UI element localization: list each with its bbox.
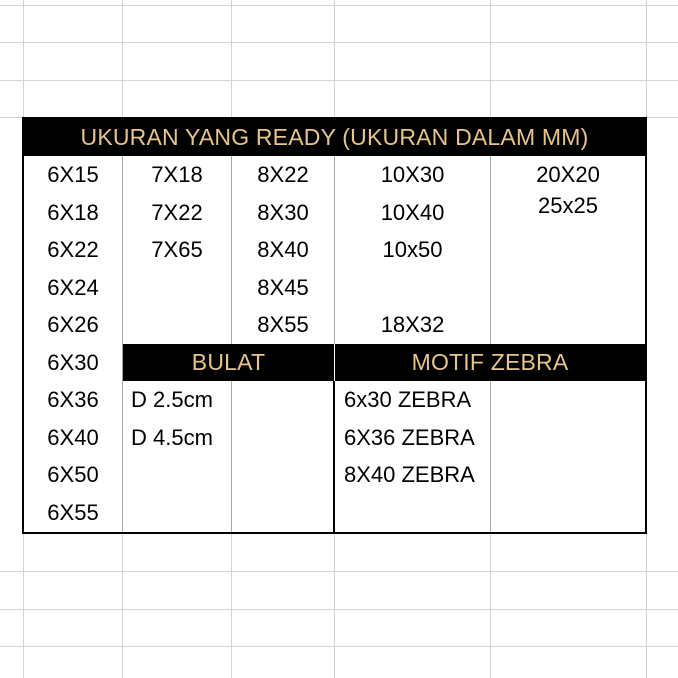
size-cell: 10x50 [382,237,443,262]
size-cell: 6X36 [47,387,99,412]
size-cell: 8X45 [257,274,309,300]
size-cell: 8X22 [257,162,309,187]
size-cell: 6X22 [47,237,99,262]
size-cell: 6X18 [47,199,99,225]
size-cell: 7X18 [151,162,203,187]
size-cell: 7X65 [151,237,203,262]
size-cell: 6X50 [47,462,99,487]
size-cell: 8X40 [257,237,309,262]
table-title: UKURAN YANG READY (UKURAN DALAM MM) [80,124,589,150]
grid-row-line [0,571,678,572]
column-divider [490,381,491,532]
zebra-banner [335,344,645,381]
zebra-item: 6X36 ZEBRA [344,424,475,450]
grid-row-line [0,42,678,43]
zebra-header: MOTIF ZEBRA [411,349,569,375]
size-cell: 8X55 [257,312,309,337]
size-cell: 10X40 [380,199,445,225]
grid-row-line [0,646,678,647]
size-cell: 6X24 [47,274,99,300]
size-cell: 7X22 [151,199,203,225]
grid-row-line [0,609,678,610]
grid-row-line [0,80,678,81]
section-divider [333,381,335,532]
title-banner [24,119,645,156]
size-cell: 6X26 [47,312,99,337]
bulat-item: D 2.5cm [131,387,213,412]
column-divider [231,381,232,532]
zebra-item: 8X40 ZEBRA [344,462,475,487]
size-cell: 6X15 [47,162,99,187]
bulat-item: D 4.5cm [131,424,213,450]
size-cell: 6X55 [47,500,99,525]
bulat-banner [123,344,334,381]
size-cell: 25x25 [538,193,598,218]
grid-row-line [0,5,678,6]
zebra-item: 6x30 ZEBRA [344,387,472,412]
size-cell: 6X40 [47,424,99,450]
size-table [22,117,647,534]
bulat-header: BULAT [191,349,266,375]
size-cell: 18X32 [380,312,445,337]
size-cell: 20X20 [536,162,600,187]
size-cell: 8X30 [257,199,309,225]
size-cell: 10X30 [380,162,445,187]
size-cell: 6X30 [47,349,99,375]
